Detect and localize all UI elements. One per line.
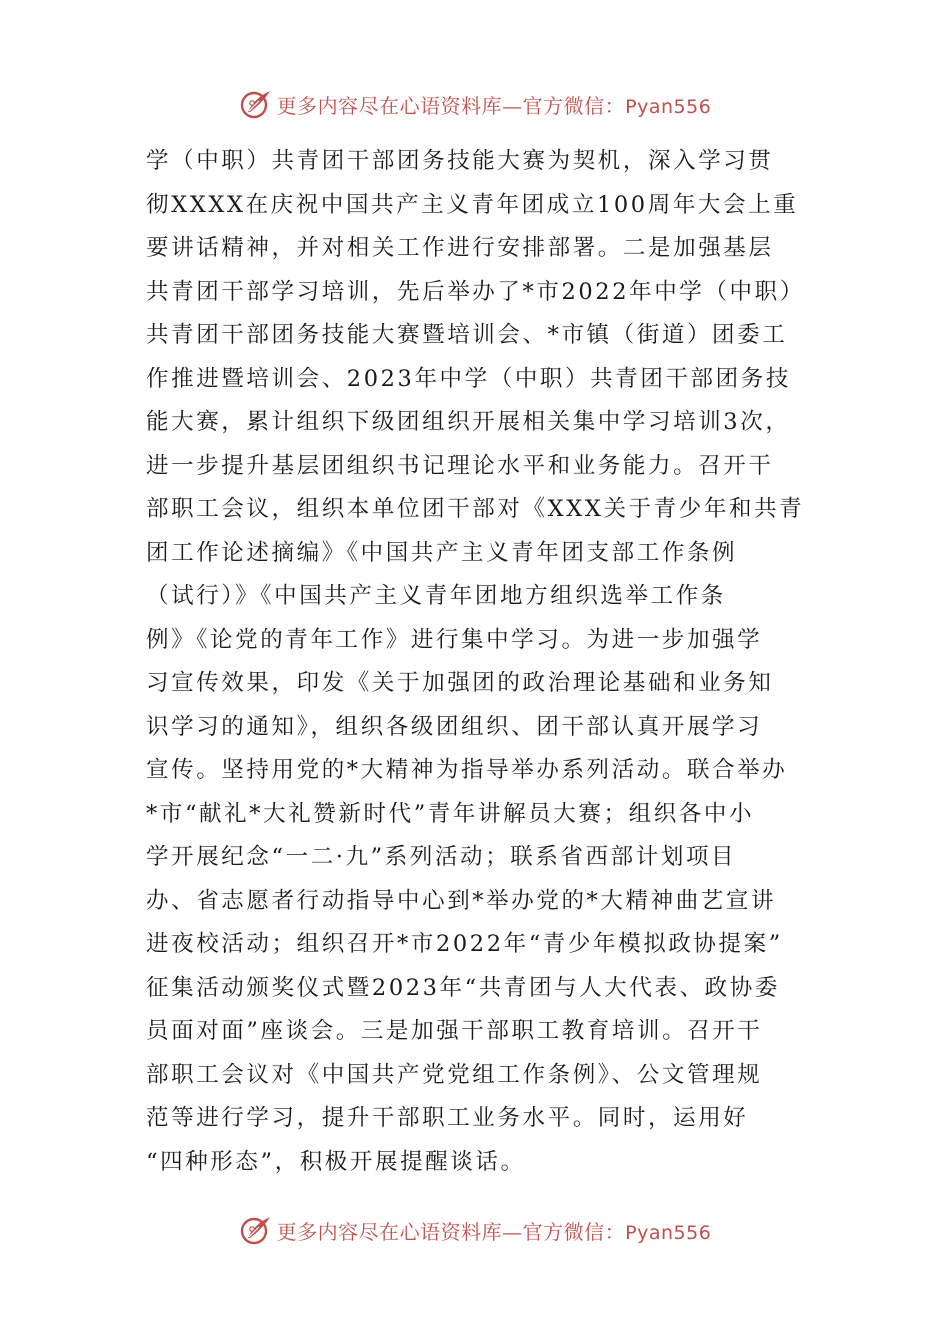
body-line: 部职工会议对《中国共产党党组工作条例》、公文管理规 xyxy=(146,1061,763,1088)
quill-logo-icon xyxy=(239,1213,273,1247)
body-line: 宣传。坚持用党的*大精神为指导举办系列活动。联合举办 xyxy=(146,757,788,783)
body-line: 员面对面”座谈会。三是加强干部职工教育培训。召开干 xyxy=(146,1018,763,1044)
body-line: 征集活动颁奖仪式暨2023年“共青团与人大代表、政协委 xyxy=(146,974,780,1001)
body-line: 例》《论党的青年工作》进行集中学习。为进一步加强学 xyxy=(146,626,763,653)
body-line: 习宣传效果，印发《关于加强团的政治理论基础和业务知 xyxy=(146,670,774,696)
body-line: 学（中职）共青团干部团务技能大赛为契机，深入学习贯 xyxy=(146,148,774,174)
body-line: *市“献礼*大礼赞新时代”青年讲解员大赛；组织各中小 xyxy=(146,800,755,827)
body-line: 彻XXXX在庆祝中国共产主义青年团成立100周年大会上重 xyxy=(146,191,799,218)
watermark-text: 更多内容尽在心语资料库—官方微信：Pyan556 xyxy=(276,1219,712,1244)
quill-logo-icon xyxy=(239,87,273,121)
watermark-wechat-id: Pyan556 xyxy=(625,1221,712,1244)
body-line: 部职工会议，组织本单位团干部对《XXX关于青少年和共青 xyxy=(146,496,805,522)
document-body xyxy=(146,140,806,1184)
body-line: （试行）》《中国共产主义青年团地方组织选举工作条 xyxy=(146,583,726,609)
body-line: 共青团干部团务技能大赛暨培训会、*市镇（街道）团委工 xyxy=(146,322,788,348)
body-line: 要讲话精神，并对相关工作进行安排部署。二是加强基层 xyxy=(146,235,774,261)
body-line: 能大赛，累计组织下级团组织开展相关集中学习培训3次， xyxy=(146,409,791,435)
body-line: 团工作论述摘编》《中国共产主义青年团支部工作条例 xyxy=(146,539,738,566)
body-line: 学开展纪念“一二·九”系列活动；联系省西部计划项目 xyxy=(146,844,737,870)
body-line: 进一步提升基层团组织书记理论水平和业务能力。召开干 xyxy=(146,452,774,479)
body-line: “四种形态”，积极开展提醒谈话。 xyxy=(146,1148,526,1175)
body-line: 办、省志愿者行动指导中心到*举办党的*大精神曲艺宣讲 xyxy=(146,887,777,914)
body-line: 作推进暨培训会、2023年中学（中职）共青团干部团务技 xyxy=(146,365,791,392)
body-line: 进夜校活动；组织召开*市2022年“青少年模拟政协提案” xyxy=(146,931,783,957)
body-line: 共青团干部学习培训，先后举办了*市2022年中学（中职） xyxy=(146,278,805,305)
body-line: 识学习的通知》，组织各级团组织、团干部认真开展学习 xyxy=(146,713,763,740)
body-line: 范等进行学习，提升干部职工业务水平。同时，运用好 xyxy=(146,1105,749,1131)
watermark-footer xyxy=(0,1210,950,1250)
watermark-wechat-id: Pyan556 xyxy=(625,95,712,118)
watermark-header xyxy=(0,84,950,124)
watermark-text: 更多内容尽在心语资料库—官方微信：Pyan556 xyxy=(276,93,712,118)
